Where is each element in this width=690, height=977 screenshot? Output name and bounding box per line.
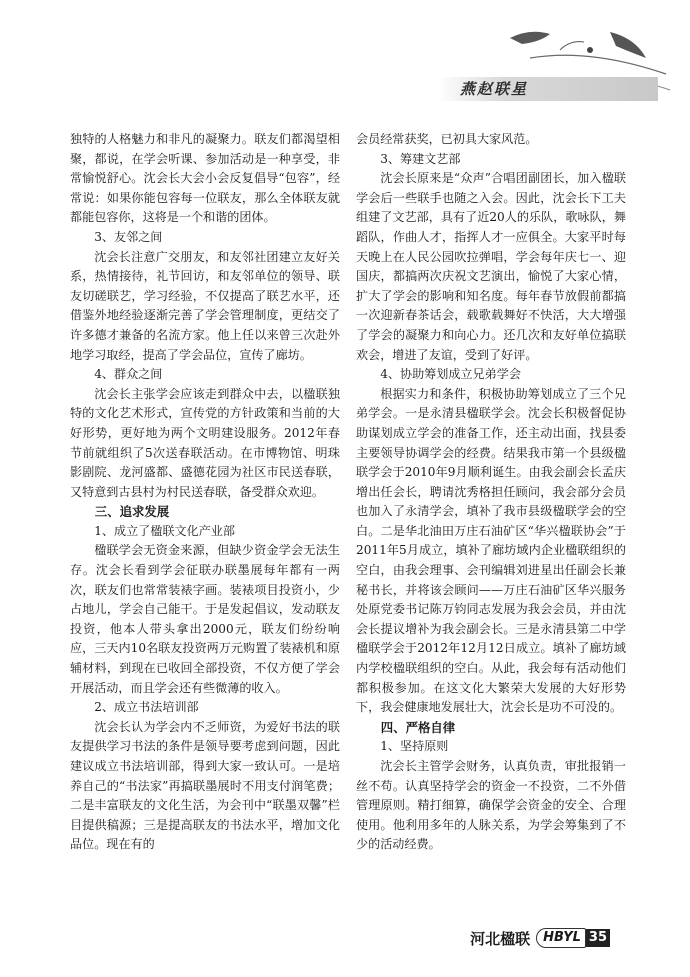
- left-column: [70, 130, 340, 855]
- magazine-name: 河北楹联: [470, 929, 531, 948]
- subsection-heading: 1、成立了楹联文化产业部: [94, 523, 235, 538]
- header-ink-decoration: [470, 28, 675, 118]
- paragraph: 沈会长原来是“众声”合唱团副团长，加入楹联学会后一些联手也随之入会。因此，沈会长下工夫组建了文艺部，具有了近20人的乐队，歌咏队，舞蹈队，作曲人才，指挥人才一应俱全。大家平时每天晚上在人民公园吹拉弹唱，学会每年庆七一、迎国庆，都搞两次庆祝文艺演出，愉悦了大家心情，扩大了学会的影响和知名度。每年春节放假前都搞一次迎新春茶话会，载歌载舞好不快活，大大增强了学会的凝聚力和向心力。还几次和友好单位搞联欢会，增进了友谊，受到了好评。: [356, 171, 626, 362]
- subsection-heading: 1、坚持原则: [380, 739, 449, 754]
- subsection-heading: 3、友邻之间: [94, 229, 163, 244]
- page-footer: [470, 926, 610, 950]
- paragraph: 楹联学会无资金来源，但缺少资金学会无法生存。沈会长看到学会征联办联墨展每年都有一两次，联友们也常常装裱字画。装裱项目投资小，少占地儿，学会自己能干。于是发起倡议，发动联友投资，他本人带头拿出2000元，联友们纷纷响应，三天内10名联友投资两万元购置了装裱机和原辅材料，到现在已收回全部投资，不仅方便了学会开展活动，而且学会还有些微薄的收入。: [70, 543, 340, 695]
- page-number: 35: [586, 929, 610, 947]
- subsection-heading: 4、协助筹划成立兄弟学会: [380, 367, 521, 382]
- paragraph: 沈会长主管学会财务，认真负责，审批报销一丝不苟。认真坚持学会的资金一不投资，二不外借管理原则。精打细算，确保学会资金的安全、合理使用。他利用多年的人脉关系，为学会筹集到了不少的活动经费。: [356, 759, 626, 852]
- subsection-heading: 2、成立书法培训部: [94, 700, 199, 715]
- paragraph: 根据实力和条件，积极协助筹划成立了三个兄弟学会。一是永清县楹联学会。沈会长积极督促协助谋划成立学会的准备工作，还主动出面，找县委主要领导协调学会的经费。结果我市第一个县级楹联学会于2010年9月顺利诞生。由我会副会长孟庆增出任会长，聘请沈秀格担任顾问，我会部分会员也加入了永清学会，填补了我市县级楹联学会的空白。二是华北油田万庄石油矿区“华兴楹联协会”于2011年5月成立，填补了廊坊域内企业楹联组织的空白，由我会理事、会刊编辑刘进星出任副会长兼秘书长，并将该会顾问——万庄石油矿区华兴服务处原党委书记陈万钧同志发展为我会会员，并由沈会长提议增补为我会副会长。三是永清县第二中学楹联学会于2012年12月12日成立。填补了廊坊域内学校楹联组织的空白。从此，我会每有活动他们都积极参加。在这文化大繁荣大发展的大好形势下，我会健康地发展壮大，沈会长是功不可没的。: [356, 386, 626, 715]
- section-heading: 三、追求发展: [94, 504, 170, 520]
- paragraph: 会员经常获奖，已初具大家风范。: [356, 132, 538, 146]
- subsection-heading: 3、筹建文艺部: [380, 151, 461, 166]
- paragraph: 独特的人格魅力和非凡的凝聚力。联友们都渴望相聚，都说，在学会听课、参加活动是一种享受，非常愉悦舒心。沈会长大会小会反复倡导“包容”，经常说：如果你能包容每一位联友，那么全体联友就都能包容你，这将是一个和谐的团体。: [70, 132, 340, 225]
- subsection-heading: 4、群众之间: [94, 367, 163, 382]
- magazine-abbr: HBYL: [536, 928, 586, 948]
- section-tag: [438, 77, 658, 101]
- article-body: [70, 130, 626, 920]
- right-column: [356, 130, 626, 855]
- section-title: 燕赵联星: [460, 80, 529, 98]
- paragraph: 沈会长注意广交朋友，和友邻社团建立友好关系，热情接待，礼节回访，和友邻单位的领导、联友切磋联艺，学习经验，不仅提高了联艺水平，还借鉴外地经验逐渐完善了学会管理制度，更结交了许多德才兼备的名流方家。他上任以来曾三次赴外地学习取经，提高了学会品位，宣传了廊坊。: [70, 249, 340, 362]
- section-heading: 四、严格自律: [380, 719, 456, 735]
- paragraph: 沈会长主张学会应该走到群众中去，以楹联独特的文化艺术形式，宣传党的方针政策和当前的大好形势，更好地为两个文明建设服务。2012年春节前就组织了5次送春联活动。在市博物馆、明珠影剧院、龙河盛都、盛德花园为社区市民送春联，又特意到古县村为村民送春联，备受群众欢迎。: [70, 386, 340, 499]
- paragraph: 沈会长认为学会内不乏师资，为爱好书法的联友提供学习书法的条件是领导要考虑到问题，因此建议成立书法培训部，得到大家一致认可。一是培养自己的“书法家”再搞联墨展时不用支付润笔费；二是丰富联友的文化生活，为会刊中“联墨双馨”栏目提供稿源；三是提高联友的书法水平，增加文化品位。现在有的: [70, 719, 340, 852]
